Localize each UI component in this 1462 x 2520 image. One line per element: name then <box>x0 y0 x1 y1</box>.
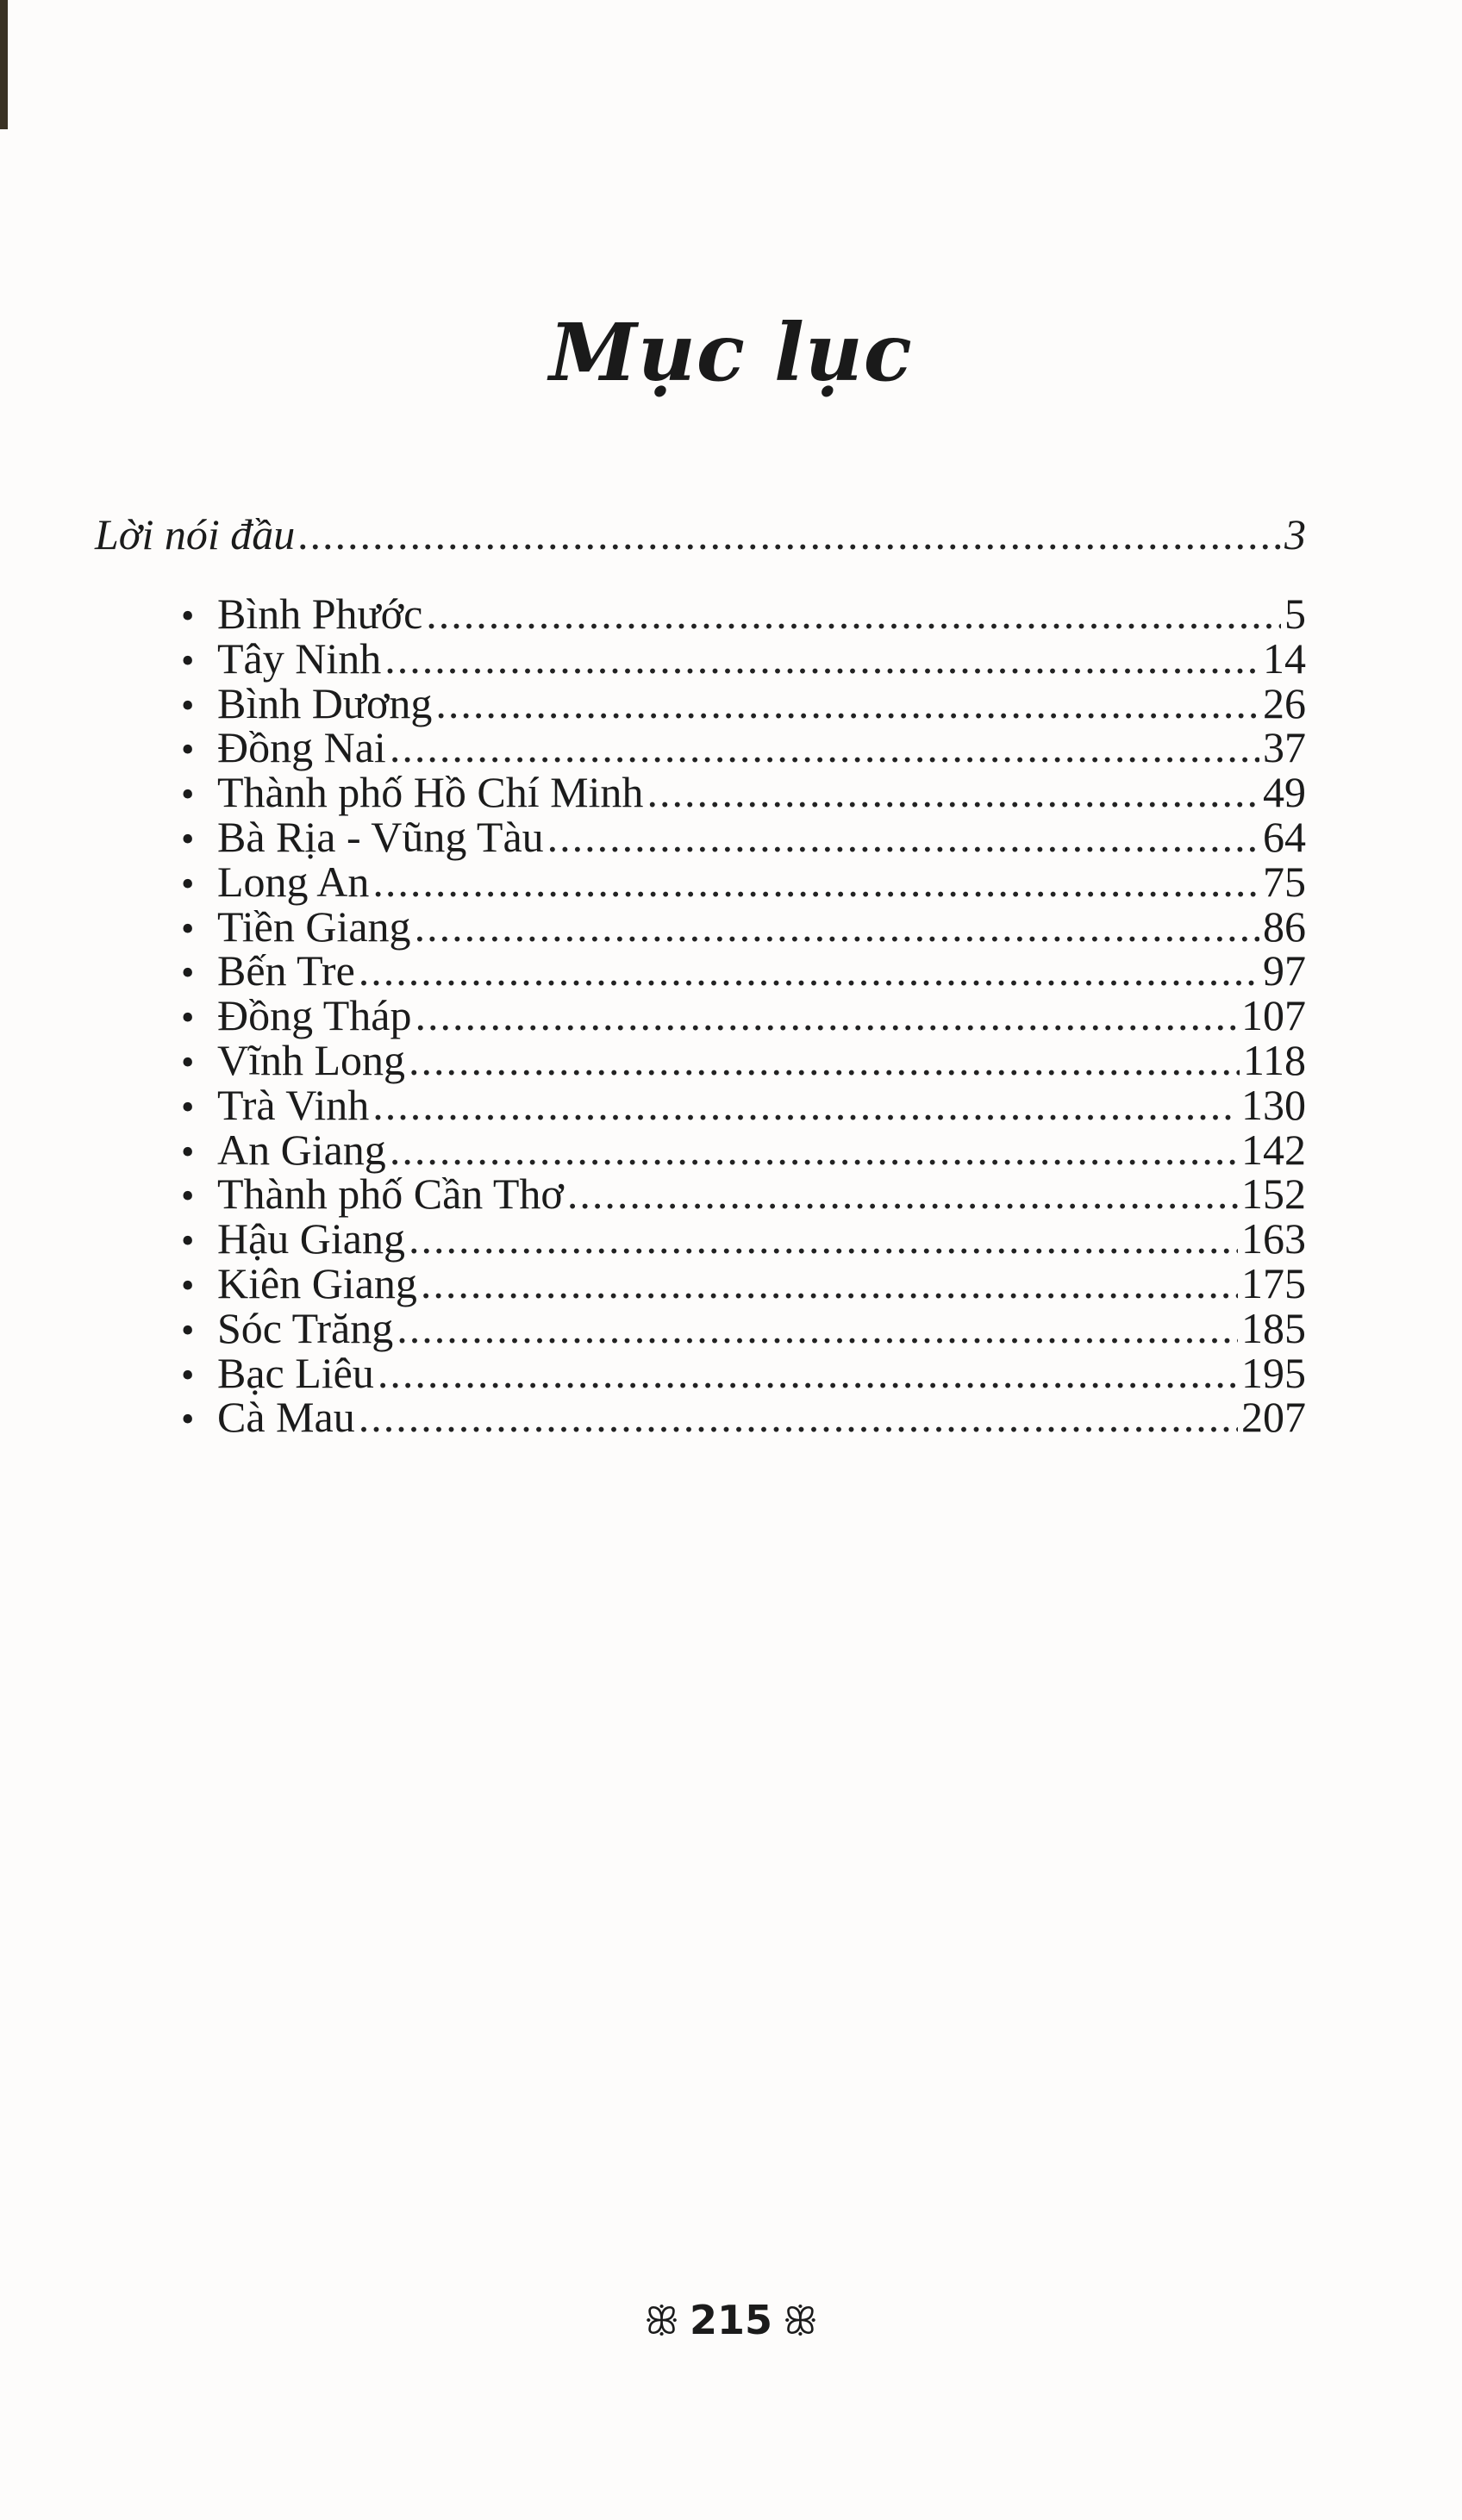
toc-page-number: 26 <box>1263 679 1306 727</box>
toc-entry-title: Thành phố Cần Thơ <box>217 1170 564 1218</box>
toc-page-number: 64 <box>1263 813 1306 861</box>
bullet-icon: • <box>181 1175 195 1217</box>
bullet-icon: • <box>181 1041 195 1083</box>
toc-page-number: 152 <box>1241 1170 1306 1218</box>
toc-entry-title: Cà Mau <box>217 1393 355 1441</box>
toc-entry-title: Bà Rịa - Vũng Tàu <box>217 813 544 861</box>
toc-page-number: 195 <box>1241 1349 1306 1397</box>
page-footer <box>0 2297 1462 2343</box>
toc-row <box>181 1387 1306 1447</box>
toc-page-number: 5 <box>1284 589 1306 638</box>
bullet-icon: • <box>181 728 195 770</box>
bullet-icon: • <box>181 818 195 860</box>
bullet-icon: • <box>181 595 195 637</box>
toc-entry-title: Bình Phước <box>217 589 423 638</box>
bullet-icon: • <box>181 1354 195 1396</box>
toc-page-number: 75 <box>1263 858 1306 906</box>
toc-page-number: 175 <box>1241 1259 1306 1307</box>
toc-entry-title: Thành phố Hồ Chí Minh <box>217 768 644 816</box>
toc-entry-title: Tiền Giang <box>217 902 411 951</box>
bullet-icon: • <box>181 863 195 905</box>
toc-entry-title: Vĩnh Long <box>217 1036 406 1084</box>
toc-entry-title: Kiên Giang <box>217 1259 417 1307</box>
toc-entry-title: Bến Tre <box>217 946 355 995</box>
toc-entry-title: Đồng Tháp <box>217 991 412 1039</box>
toc-entry-title: Sóc Trăng <box>217 1304 394 1352</box>
toc-entry-title: Bình Dương <box>217 679 433 727</box>
bullet-icon: • <box>181 908 195 950</box>
toc-page-number: 49 <box>1263 768 1306 816</box>
toc-entry-title: Bạc Liêu <box>217 1349 374 1397</box>
toc-entry-title: Lời nói đầu <box>95 510 296 558</box>
scroll-ornament-icon: ꕥ <box>783 2299 818 2343</box>
toc-page-number: 107 <box>1241 991 1306 1039</box>
toc-page-number: 3 <box>1284 510 1306 558</box>
toc-entry-title: Tây Ninh <box>217 634 382 683</box>
toc-page-number: 97 <box>1263 946 1306 995</box>
toc-row-intro <box>95 504 1306 565</box>
toc-entry-title: Hậu Giang <box>217 1214 405 1263</box>
toc-entry-title: An Giang <box>217 1126 386 1174</box>
toc-page-number: 118 <box>1242 1036 1306 1084</box>
toc-page-number: 130 <box>1241 1081 1306 1129</box>
toc-page-number: 142 <box>1241 1126 1306 1174</box>
bullet-icon: • <box>181 1309 195 1351</box>
toc-page-number: 163 <box>1241 1214 1306 1263</box>
toc-page-number: 14 <box>1263 634 1306 683</box>
toc-page-number: 86 <box>1263 902 1306 951</box>
page-number: 215 <box>689 2297 773 2343</box>
bullet-icon: • <box>181 1264 195 1307</box>
bullet-icon: • <box>181 996 195 1039</box>
toc-page-number: 37 <box>1263 723 1306 771</box>
toc-entry-title: Long An <box>217 858 370 906</box>
toc-entry-title: Trà Vinh <box>217 1081 370 1129</box>
bullet-icon: • <box>181 951 195 994</box>
bullet-icon: • <box>181 1086 195 1128</box>
toc-leader-dots <box>298 504 1281 565</box>
bullet-icon: • <box>181 1131 195 1173</box>
toc-page-number: 207 <box>1241 1393 1306 1441</box>
bullet-icon: • <box>181 1398 195 1440</box>
bullet-icon: • <box>181 773 195 815</box>
bullet-icon: • <box>181 684 195 727</box>
bullet-icon: • <box>181 639 195 682</box>
toc-entry-title: Đồng Nai <box>217 723 386 771</box>
toc-page-number: 185 <box>1241 1304 1306 1352</box>
toc-leader-dots <box>359 1387 1238 1447</box>
page-title: Mục lục <box>549 306 913 399</box>
scroll-ornament-icon: ꕥ <box>644 2299 679 2343</box>
bullet-icon: • <box>181 1219 195 1262</box>
